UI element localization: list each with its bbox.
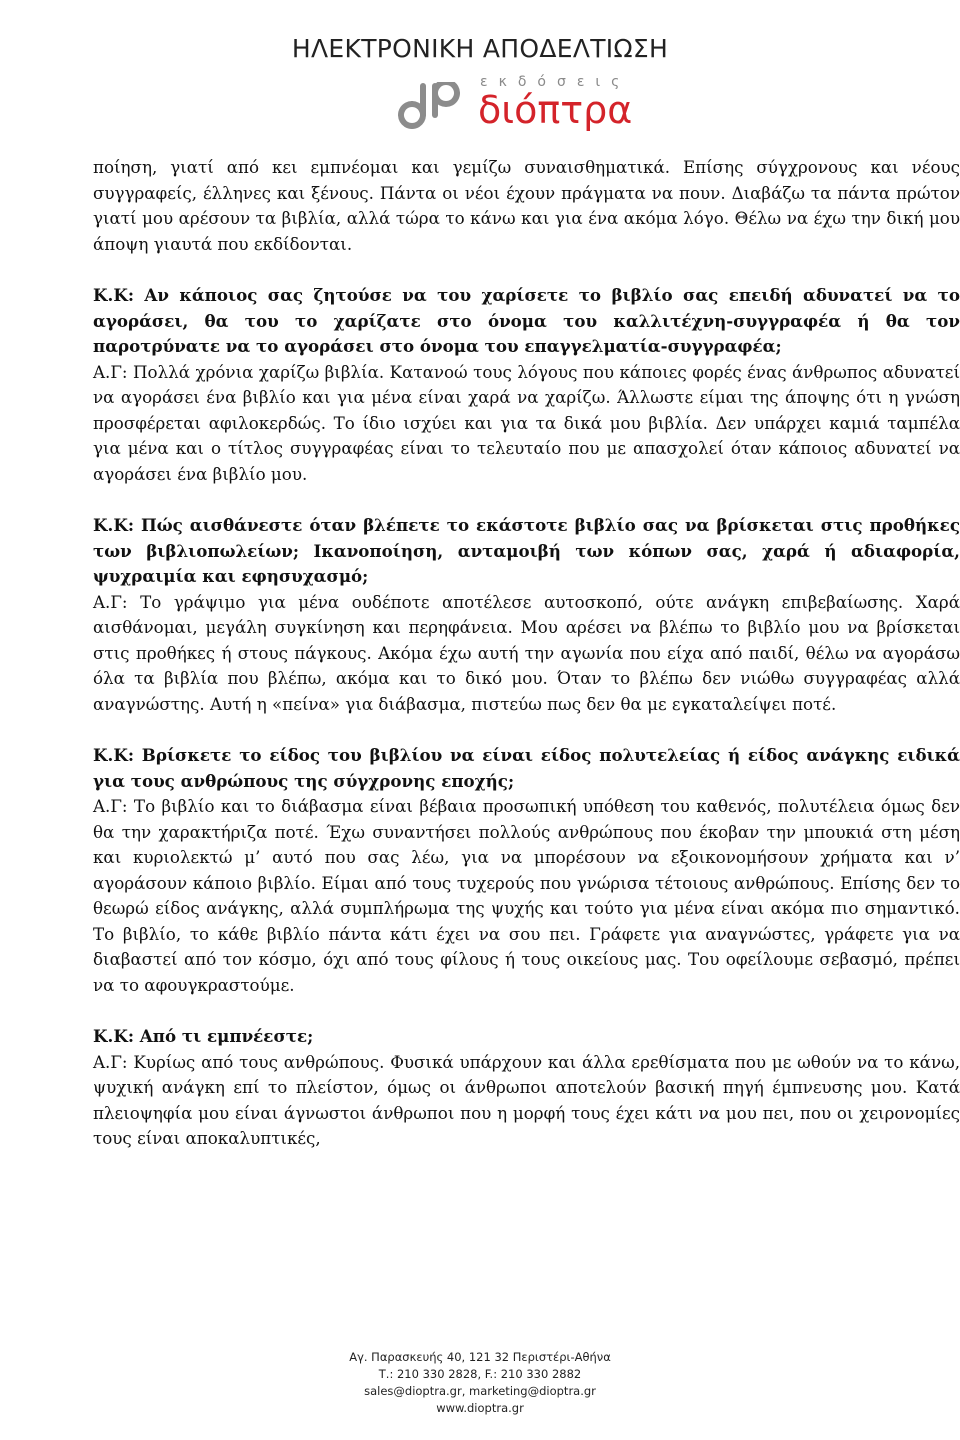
- question-3: Κ.Κ: Βρίσκετε το είδος του βιβλίου να είναι είδος πολυτελείας ή είδος ανάγκης ειδικά για τους ανθρώπους της σύγχρονης εποχής;: [93, 745, 960, 791]
- paragraph-intro: ποίηση, γιατί από κει εμπνέομαι και γεμίζω συναισθηματικά. Επίσης σύγχρονους και νέους συγγραφείς, έλληνες και ξένους. Πάντα οι νέοι έχουν πράγματα να πουν. Διαβάζω τα πάντα πρώτον γιατί μου αρέσουν τα βιβλία, αλλά τώρα το κάνω και για ένα ακόμα λόγο. Θέλω να έχω την δική μου άποψη γιαυτά που εκδίδονται.: [93, 157, 960, 254]
- question-2: Κ.Κ: Πώς αισθάνεστε όταν βλέπετε το εκάστοτε βιβλίο σας να βρίσκεται στις προθήκες των βιβλιοπωλείων; Ικανοποίηση, ανταμοιβή των κόπων σας, χαρά ή αδιαφορία, ψυχραιμία και εφησυχασμό;: [93, 515, 960, 586]
- answer-3: Α.Γ: Το βιβλίο και το διάβασμα είναι βέβαια προσωπική υπόθεση του καθενός, πολυτέλεια όμως δεν θα την χαρακτήριζα ποτέ. Έχω συναντήσει πολλούς ανθρώπους που έκοβαν την μπουκιά στη μέση και κυριολεκτώ μ’ αυτό που σας λέω, για να μπορέσουν να εξοικονομήσουν χρήματα και ν’ αγοράσουν κάποιο βιβλίο. Είμαι από τους τυχερούς που γνώρισα τέτοιους ανθρώπους. Επίσης δεν το θεωρώ είδος ανάγκης, αλλά συμπλήρωμα της ψυχής και τούτο για μένα είναι ακόμα πιο σημαντικό. Το βιβλίο, το κάθε βιβλίο πάντα κάτι έχει να σου πει. Γράφετε για αναγνώστες, γράφετε για να διαβαστεί από τον κόσμο, όχι από τους φίλους ή τους οικείους μας. Του οφείλουμε σεβασμό, πρέπει να το αφουγκραστούμε.: [93, 796, 960, 995]
- footer-emails: sales@dioptra.gr, marketing@dioptra.gr: [364, 1384, 596, 1398]
- logo-name: διόπτρα: [478, 88, 633, 132]
- question-1: Κ.Κ: Αν κάποιος σας ζητούσε να του χαρίσετε το βιβλίο σας επειδή αδυνατεί να το αγοράσει, θα του το χαρίζατε στο όνομα του καλλιτέχνη-συγγραφέα ή θα τον παροτρύνατε να το αγοράσει στο όνομα του επαγγελματία-συγγραφέα;: [93, 285, 960, 356]
- header-title: ΗΛΕΚΤΡΟΝΙΚΗ ΑΠΟΔΕΛΤΙΩΣΗ: [291, 34, 669, 63]
- footer-phone: Τ.: 210 330 2828, F.: 210 330 2882: [378, 1367, 582, 1381]
- db-logo-icon: [398, 82, 478, 132]
- answer-1: Α.Γ: Πολλά χρόνια χαρίζω βιβλία. Κατανοώ τους λόγους που κάποιες φορές ένας άνθρωπος αδυνατεί να αγοράσει ένα βιβλίο και για μένα είναι χαρά να χαρίζω. Άλλωστε είμαι της άποψης ότι η γνώση προσφέρεται αφιλοκερδώς. Το ίδιο ισχύει και για τα δικά μου βιβλία. Δεν υπάρχει καμιά ταμπέλα για μένα και ο τίτλος συγγραφέας είναι το τελευταίο που με απασχολεί όταν κάποιος αδυνατεί να αγοράσει ένα βιβλίο μου.: [93, 361, 960, 484]
- article-body: [93, 155, 960, 1152]
- dioptra-logo: [398, 74, 658, 134]
- answer-2: Α.Γ: Το γράψιμο για μένα ουδέποτε αποτέλεσε αυτοσκοπό, ούτε ανάγκη επιβεβαίωσης. Χαρά αισθάνομαι, μεγάλη συγκίνηση και περηφάνεια. Μου αρέσει να βλέπω το βιβλίο μου να βρίσκεται στις προθήκες ή στους πάγκους. Ακόμα έχω αυτή την αγωνία που είχα από παιδί, θέλω να αγοράσω όλα τα βιβλία που βλέπω, ακόμα και το δικό μου. Όταν το βλέπω δεν νιώθω συγγραφέας αλλά αναγνώστης. Αυτή η «πείνα» για διάβασμα, πιστεύω πως δεν θα με εγκαταλείψει ποτέ.: [93, 591, 960, 714]
- answer-4: Α.Γ: Κυρίως από τους ανθρώπους. Φυσικά υπάρχουν και άλλα ερεθίσματα που με ωθούν να το κάνω, ψυχική ανάγκη επί το πλείστον, όμως οι άνθρωποι αποτελούν βασική πηγή έμπνευσης μου. Κατά πλειοψηφία μου είναι άγνωστοι άνθρωποι που η μορφή τους έχει κάτι να μου πει, που οι χειρονομίες τους είναι αποκαλυπτικές,: [93, 1051, 960, 1148]
- footer-address: Αγ. Παρασκευής 40, 121 32 Περιστέρι-Αθήνα: [349, 1350, 611, 1364]
- page-footer: [0, 1350, 960, 1418]
- logo-tagline: εκδόσεις: [480, 74, 631, 90]
- page-header: [0, 0, 960, 140]
- footer-website: www.dioptra.gr: [436, 1401, 524, 1415]
- question-4: Κ.Κ: Από τι εμπνέεστε;: [93, 1026, 314, 1046]
